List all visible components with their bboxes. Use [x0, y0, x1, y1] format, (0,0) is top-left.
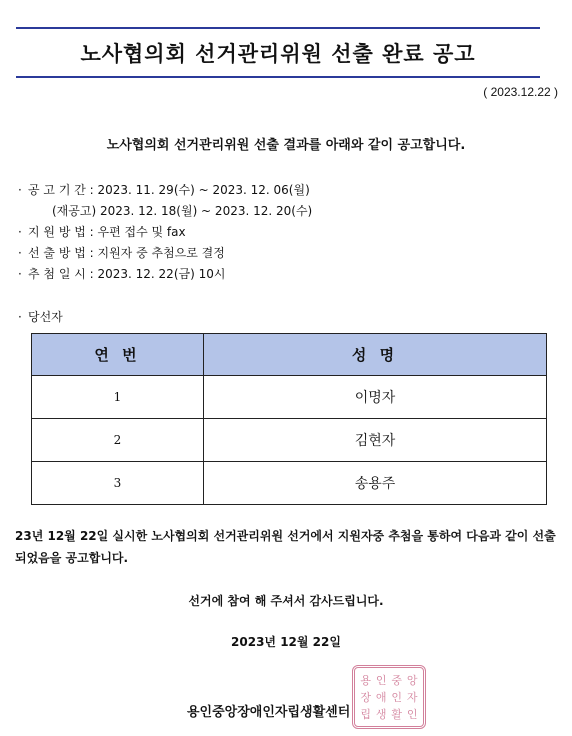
thanks-text: 선거에 참여 해 주셔서 감사드립니다. [188, 594, 384, 608]
winners-label-text: 당선자 [28, 310, 63, 324]
info-renotice-period [18, 201, 312, 222]
column-header-number: 연 번 [32, 334, 204, 376]
table-row [32, 376, 547, 419]
bullet: · [18, 267, 22, 281]
row-number: 2 [32, 419, 204, 462]
table-row [32, 419, 547, 462]
title-banner [16, 27, 540, 78]
bullet: · [18, 183, 22, 197]
bullet: · [18, 246, 22, 260]
table-header-row [32, 334, 547, 376]
draw-date-text: 추 첨 일 시 : 2023. 12. 22(금) 10시 [28, 267, 226, 281]
seal-char: 장 [360, 690, 372, 704]
seal-char: 애 [375, 690, 387, 704]
column-header-name: 성 명 [204, 334, 547, 376]
seal-char: 인 [375, 673, 387, 687]
row-number: 3 [32, 462, 204, 505]
seal-char: 인 [406, 708, 418, 722]
summary-text: 23년 12월 22일 실시한 노사협의회 선거관리위원 선거에서 지원자중 추첨을 통하여 다음과 같이 선출되었음을 공고합니다. [15, 529, 556, 565]
row-name: 이명자 [204, 376, 547, 419]
notice-date: ( 2023.12.22 ) [483, 85, 558, 99]
official-seal [352, 665, 426, 729]
application-method-text: 지 원 방 법 : 우편 접수 및 fax [28, 225, 186, 239]
footer-date: 2023년 12월 22일 [231, 635, 341, 649]
table-row [32, 462, 547, 505]
seal-char: 활 [391, 708, 403, 722]
seal-char: 자 [406, 690, 418, 704]
intro-text: 노사협의회 선거관리위원 선출 결과를 아래와 같이 공고합니다. [106, 138, 466, 153]
info-selection-method [18, 243, 312, 264]
row-name: 김현자 [204, 419, 547, 462]
info-notice-period [18, 180, 312, 201]
seal-char: 앙 [406, 673, 418, 687]
seal-char: 립 [360, 708, 372, 722]
info-draw-date [18, 264, 312, 285]
row-name: 송용주 [204, 462, 547, 505]
winners-table [31, 333, 547, 505]
info-application-method [18, 222, 312, 243]
bullet: · [18, 225, 22, 239]
seal-char: 용 [360, 673, 372, 687]
page-title: 노사협의회 선거관리위원 선출 완료 공고 [80, 41, 476, 66]
renotice-period-text: (재공고) 2023. 12. 18(월) ~ 2023. 12. 20(수) [52, 204, 313, 218]
notice-info [18, 180, 312, 285]
seal-char: 중 [391, 673, 403, 687]
selection-method-text: 선 출 방 법 : 지원자 중 추첨으로 결정 [28, 246, 225, 260]
row-number: 1 [32, 376, 204, 419]
seal-char: 생 [375, 708, 387, 722]
winners-label [18, 308, 63, 325]
notice-period-text: 공 고 기 간 : 2023. 11. 29(수) ~ 2023. 12. 06(월) [28, 183, 310, 197]
seal-char: 인 [391, 690, 403, 704]
organization-name: 용인중앙장애인자립생활센터 [187, 705, 351, 720]
bullet: · [18, 310, 22, 324]
